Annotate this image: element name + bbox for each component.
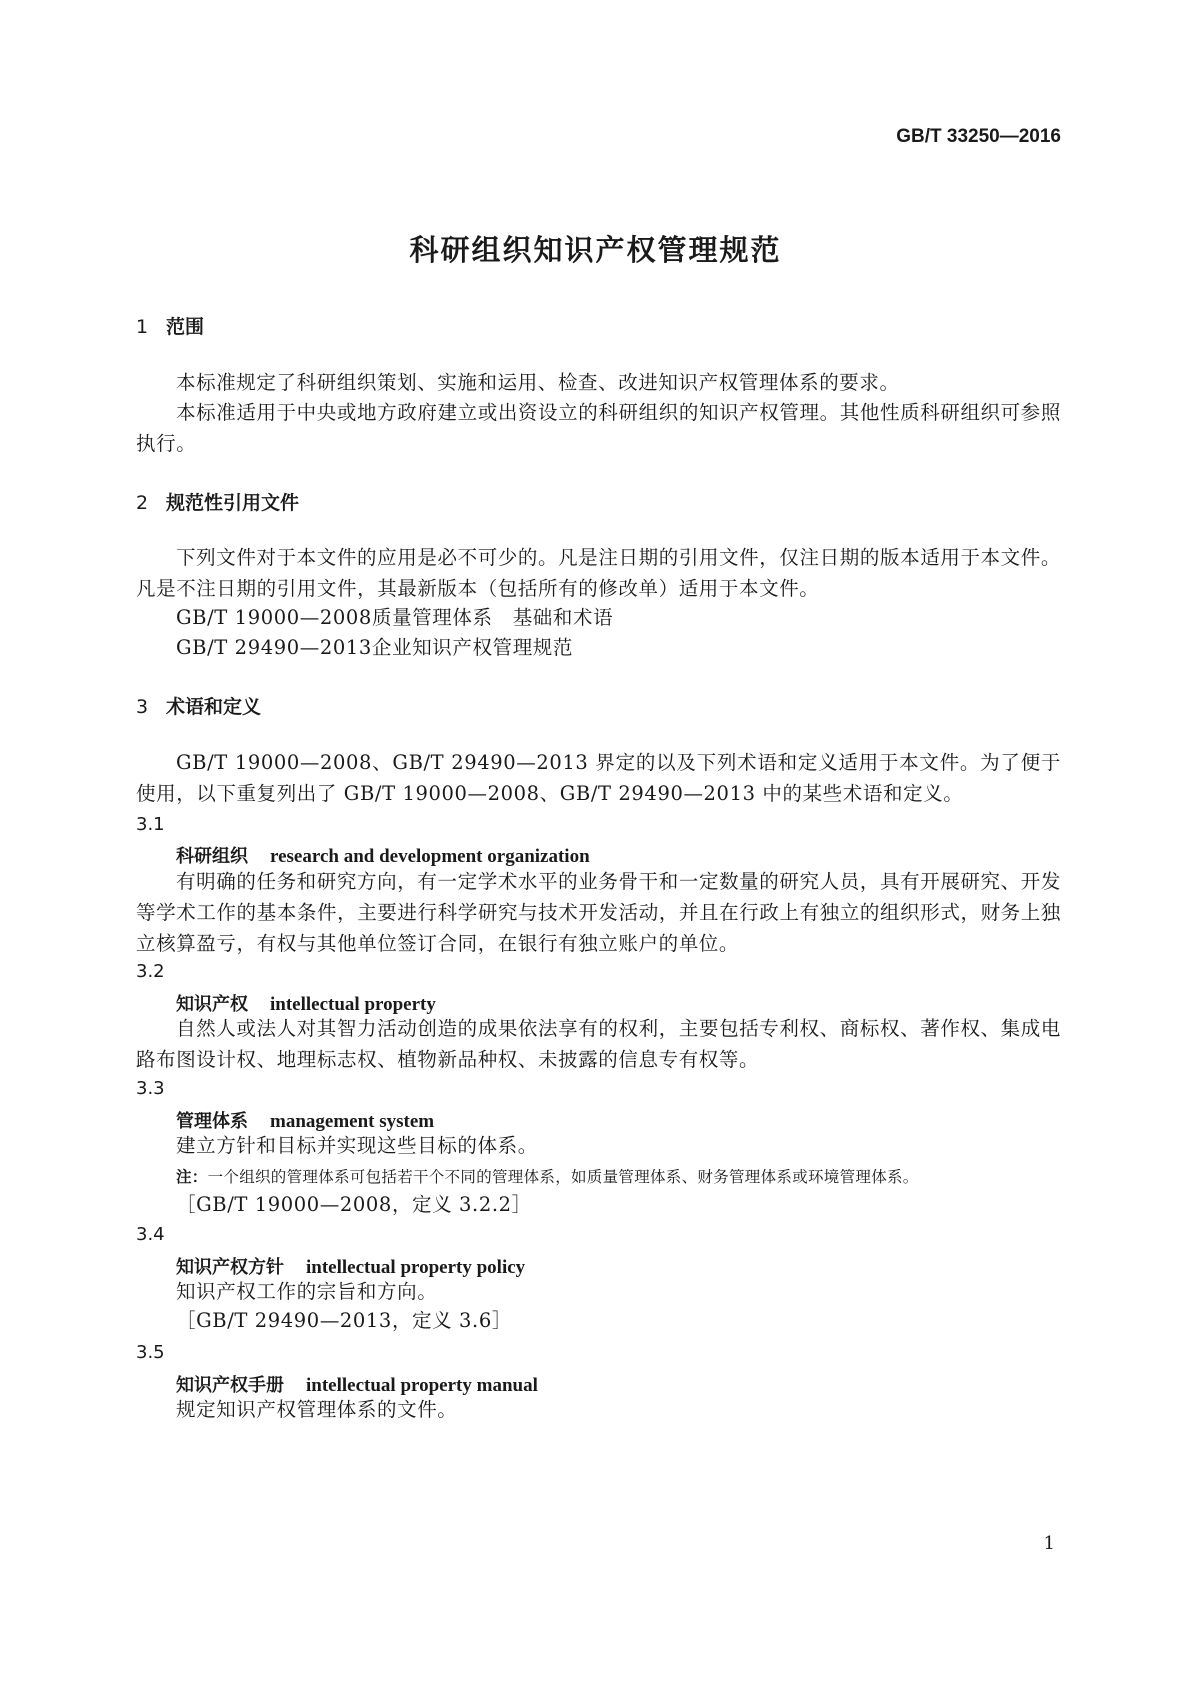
section-title: 范围 <box>166 316 205 338</box>
term-english: intellectual property manual <box>306 1375 538 1396</box>
term-english: intellectual property <box>270 994 436 1015</box>
term-note <box>176 1165 919 1187</box>
term-number: 3.4 <box>136 1224 165 1245</box>
term-number: 3.2 <box>136 961 165 982</box>
section-1-paragraph-2: 本标准适用于中央或地方政府建立或出资设立的科研组织的知识产权管理。其他性质科研组织可参照执行。 <box>136 401 1061 455</box>
reference-title: 企业知识产权管理规范 <box>372 636 574 659</box>
term-english: management system <box>270 1111 435 1132</box>
section-2-paragraph-1: 下列文件对于本文件的应用是必不可少的。凡是注日期的引用文件，仅注日期的版本适用于本文件。凡是不注日期的引用文件，其最新版本（包括所有的修改单）适用于本文件。 <box>136 546 1061 600</box>
term-source: ［GB/T 29490—2013，定义 3.6］ <box>176 1309 512 1332</box>
note-text: 一个组织的管理体系可包括若干个不同的管理体系，如质量管理体系、财务管理体系或环境管理体系。 <box>207 1168 919 1186</box>
term-definition: 建立方针和目标并实现这些目标的体系。 <box>176 1134 538 1157</box>
term-chinese: 知识产权方针 <box>176 1257 284 1278</box>
term-definition: 知识产权工作的宗旨和方向。 <box>176 1280 438 1303</box>
term-number: 3.3 <box>136 1078 165 1099</box>
term-definition: 自然人或法人对其智力活动创造的成果依法享有的权利，主要包括专利权、商标权、著作权、集成电路布图设计权、地理标志权、植物新品种权、未披露的信息专有权等。 <box>136 1017 1061 1071</box>
term-source: ［GB/T 19000—2008，定义 3.2.2］ <box>176 1193 532 1216</box>
normative-reference <box>176 602 613 633</box>
term-chinese: 知识产权 <box>176 994 248 1015</box>
term-definition: 规定知识产权管理体系的文件。 <box>176 1398 458 1421</box>
term-chinese: 管理体系 <box>176 1111 248 1132</box>
section-number: 3 <box>136 696 149 718</box>
section-1-heading <box>136 312 204 339</box>
reference-title: 质量管理体系 基础和术语 <box>372 606 614 629</box>
term-english: intellectual property policy <box>306 1257 526 1278</box>
note-label: 注： <box>176 1168 208 1186</box>
section-3-paragraph-1: GB/T 19000—2008、GB/T 29490—2013 界定的以及下列术语和定义适用于本文件。为了便于使用，以下重复列出了 GB/T 19000—2008、GB/T 29490—2013 中的某些术语和定义。 <box>136 751 1061 805</box>
standard-number: GB/T 33250—2016 <box>896 126 1061 147</box>
section-title: 术语和定义 <box>166 696 262 718</box>
reference-code: GB/T 29490—2013 <box>176 636 372 659</box>
term-chinese: 科研组织 <box>176 846 248 867</box>
section-1-paragraph-1: 本标准规定了科研组织策划、实施和运用、检查、改进知识产权管理体系的要求。 <box>176 371 900 394</box>
reference-code: GB/T 19000—2008 <box>176 606 372 629</box>
section-title: 规范性引用文件 <box>166 492 300 514</box>
section-2-heading <box>136 488 299 515</box>
section-number: 2 <box>136 492 149 514</box>
term-name <box>176 842 590 868</box>
normative-reference <box>176 632 573 663</box>
term-definition: 有明确的任务和研究方向，有一定学术水平的业务骨干和一定数量的研究人员，具有开展研究、开发等学术工作的基本条件，主要进行科学研究与技术开发活动，并且在行政上有独立的组织形式，财务上独立核算盈亏，有权与其他单位签订合同，在银行有独立账户的单位。 <box>136 870 1061 955</box>
term-number: 3.5 <box>136 1342 165 1363</box>
term-english: research and development organization <box>270 846 590 867</box>
document-title: 科研组织知识产权管理规范 <box>409 233 782 267</box>
section-3-heading <box>136 692 261 719</box>
term-number: 3.1 <box>136 814 165 835</box>
section-number: 1 <box>136 316 149 338</box>
page-number: 1 <box>1043 1533 1055 1554</box>
term-chinese: 知识产权手册 <box>176 1375 284 1396</box>
